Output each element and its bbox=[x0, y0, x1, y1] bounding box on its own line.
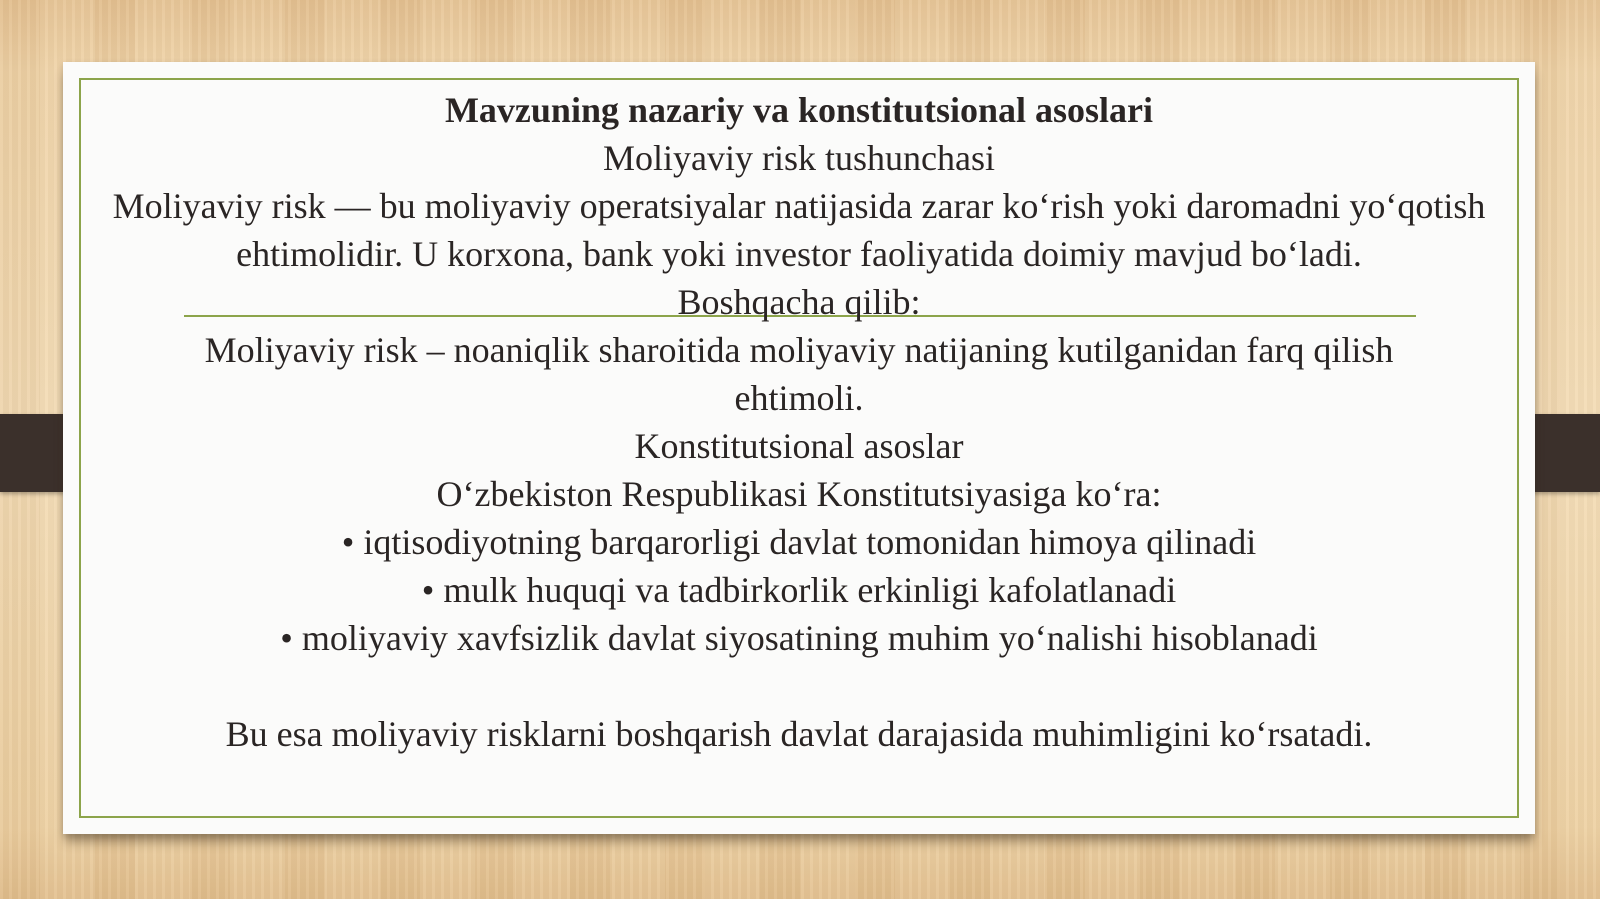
conclusion-text: Bu esa moliyaviy risklarni boshqarish davlat darajasida muhimligini ko‘rsatadi. bbox=[225, 714, 1373, 754]
bullet-item-property-rights: • mulk huquqi va tadbirkorlik erkinligi kafolatlanadi bbox=[421, 570, 1177, 610]
alt-intro: Boshqacha qilib: bbox=[677, 282, 921, 322]
section-heading-constitutional: Konstitutsional asoslar bbox=[634, 426, 964, 466]
alt-definition-line-2: ehtimoli. bbox=[734, 378, 864, 418]
slide-title: Mavzuning nazariy va konstitutsional asoslari bbox=[444, 90, 1154, 130]
section-intro-constitution: O‘zbekiston Respublikasi Konstitutsiyasiga ko‘ra: bbox=[436, 474, 1162, 514]
bullet-item-stability: • iqtisodiyotning barqarorligi davlat tomonidan himoya qilinadi bbox=[341, 522, 1257, 562]
bullet-item-financial-security: • moliyaviy xavfsizlik davlat siyosatining muhim yo‘nalishi hisoblanadi bbox=[280, 618, 1318, 658]
alt-definition-line-1: Moliyaviy risk – noaniqlik sharoitida moliyaviy natijaning kutilganidan farq qilish bbox=[204, 330, 1394, 370]
definition-paragraph: Moliyaviy risk — bu moliyaviy operatsiyalar natijasida zarar ko‘rish yoki daromadni yo‘qotish ehtimolidir. U korxona, bank yoki investor faoliyatida doimiy mavjud bo‘ladi. bbox=[112, 186, 1486, 274]
slide-content bbox=[81, 86, 1517, 758]
blank-spacer bbox=[81, 662, 1517, 710]
slide-subtitle: Moliyaviy risk tushunchasi bbox=[603, 138, 995, 178]
slide-card bbox=[63, 62, 1535, 834]
